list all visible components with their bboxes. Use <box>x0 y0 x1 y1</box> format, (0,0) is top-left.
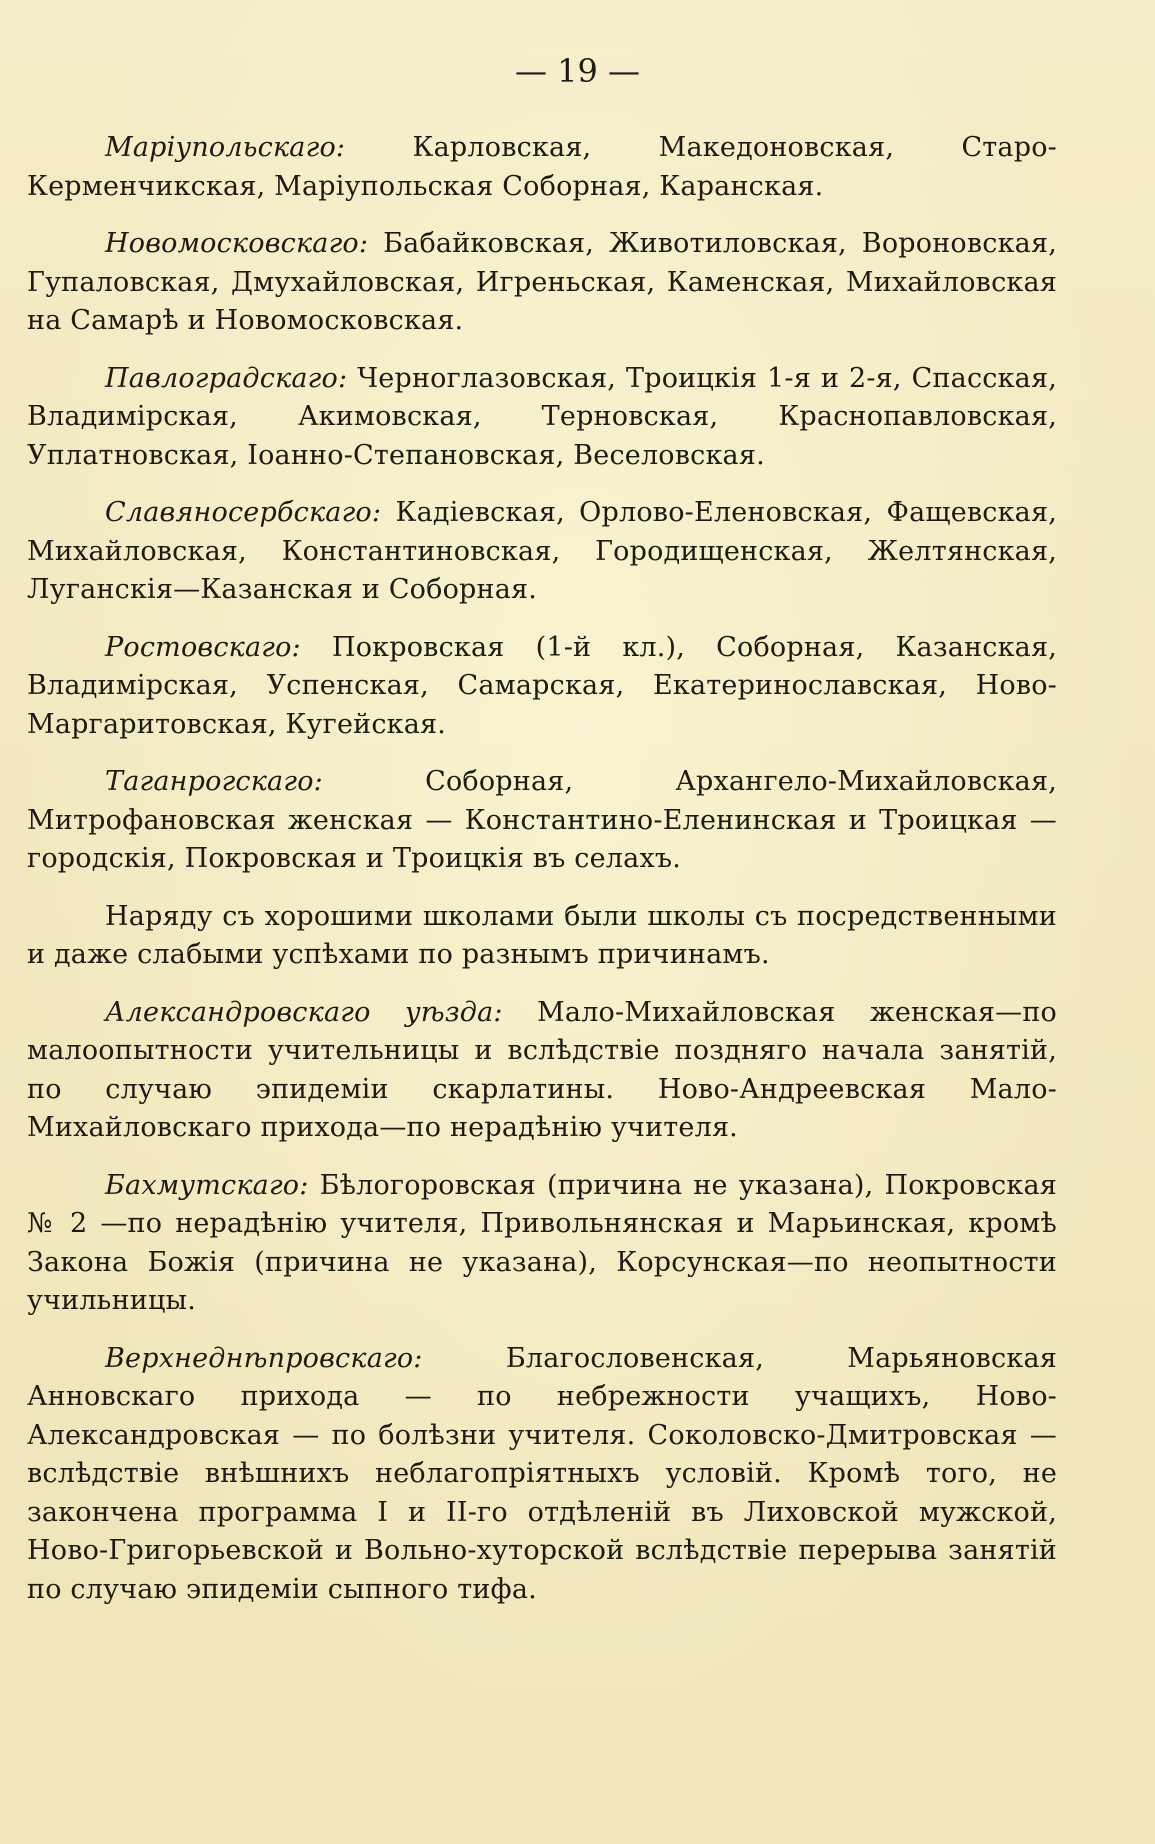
paragraph-verkhnedneprovsk <box>27 1340 1057 1610</box>
paragraph-text: Наряду съ хорошими школами были школы съ посредственными и даже слабыми успѣхами по разнымъ причинамъ. <box>27 900 1057 970</box>
district-name: Новомосковскаго: <box>105 228 369 259</box>
paragraph-rostov <box>27 629 1057 745</box>
district-name: Славяносербскаго: <box>105 497 382 528</box>
paragraph-text: Покровская (1-й кл.), Соборная, Казанская, Владимірская, Успенская, Самарская, Екатеринославская, Ново-Маргаритовская, Кугейская. <box>27 631 1057 740</box>
district-name: Александровскаго уѣзда: <box>105 996 503 1028</box>
paragraph-text: Благословенская, Марьяновская Анновскаго прихода — по небрежности учащихъ, Ново-Александровская — по болѣзни учителя. Соколовско-Дмитровская — вслѣдствіе внѣшнихъ неблагопріятныхъ условій. Кромѣ того, не закончена программа I и II-го отдѣленій въ Лиховской мужской, Ново-Григорьевской и Вольно-хуторской вслѣдствіе перерыва занятій по случаю эпидеміи сыпного тифа. <box>27 1342 1057 1605</box>
district-name: Павлоградскаго: <box>105 362 348 394</box>
paragraph-text: Соборная, Архангело-Михайловская, Митрофановская женская — Константино-Еленинская и Троицкая — городскія, Покровская и Троицкія въ селахъ. <box>27 766 1057 874</box>
paragraph-text: Карловская, Македоновская, Старо-Керменчикская, Маріупольская Соборная, Каранская. <box>27 132 1057 202</box>
paragraph-text: Кадіевская, Орлово-Еленовская, Фащевская, Михайловская, Константиновская, Городищенская, Желтянская, Луганскія—Казанская и Соборная. <box>27 497 1057 605</box>
paragraph-text: Черноглазовская, Троицкія 1-я и 2-я, Спасская, Владимірская, Акимовская, Терновская, Краснопавловская, Уплатновская, Іоанно-Степановская, Веселовская. <box>27 362 1057 471</box>
paragraph-slavyanoserbsk <box>27 494 1057 610</box>
paragraph-pavlograd <box>27 360 1057 476</box>
paragraph-aleksandrovsk <box>27 994 1057 1148</box>
paragraph-mariupol <box>27 129 1057 206</box>
district-name: Маріупольскаго: <box>105 132 346 163</box>
district-name: Верхнеднѣпровскаго: <box>105 1342 423 1374</box>
district-name: Бахмутскаго: <box>105 1169 309 1201</box>
paragraph-text: Мало-Михайловская женская—по малоопытности учительницы и вслѣдствіе поздняго начала занятій, по случаю эпидеміи скарлатины. Ново-Андреевская Мало-Михайловскаго прихода—по нерадѣнію учителя. <box>27 996 1058 1143</box>
page-number: — 19 — <box>514 52 641 90</box>
paragraph-summary <box>27 898 1057 975</box>
paragraph-novomoskovsk <box>27 225 1057 341</box>
paragraph-text: Бабайковская, Животиловская, Вороновская, Гупаловская, Дмухайловская, Игреньская, Каменская, Михайловская на Самарѣ и Новомосковская. <box>27 228 1057 336</box>
district-name: Ростовскаго: <box>105 631 301 663</box>
district-name: Таганрогскаго: <box>105 766 323 797</box>
paragraph-taganrog <box>27 763 1057 879</box>
paragraph-bakhmut <box>27 1167 1057 1321</box>
body-text <box>27 129 1057 1628</box>
paragraph-text: Бѣлогоровская (причина не указана), Покровская № 2 —по нерадѣнію учителя, Привольнянская и Марьинская, кромѣ Закона Божія (причина не указана), Корсунская—по неопытности учильницы. <box>27 1169 1057 1316</box>
